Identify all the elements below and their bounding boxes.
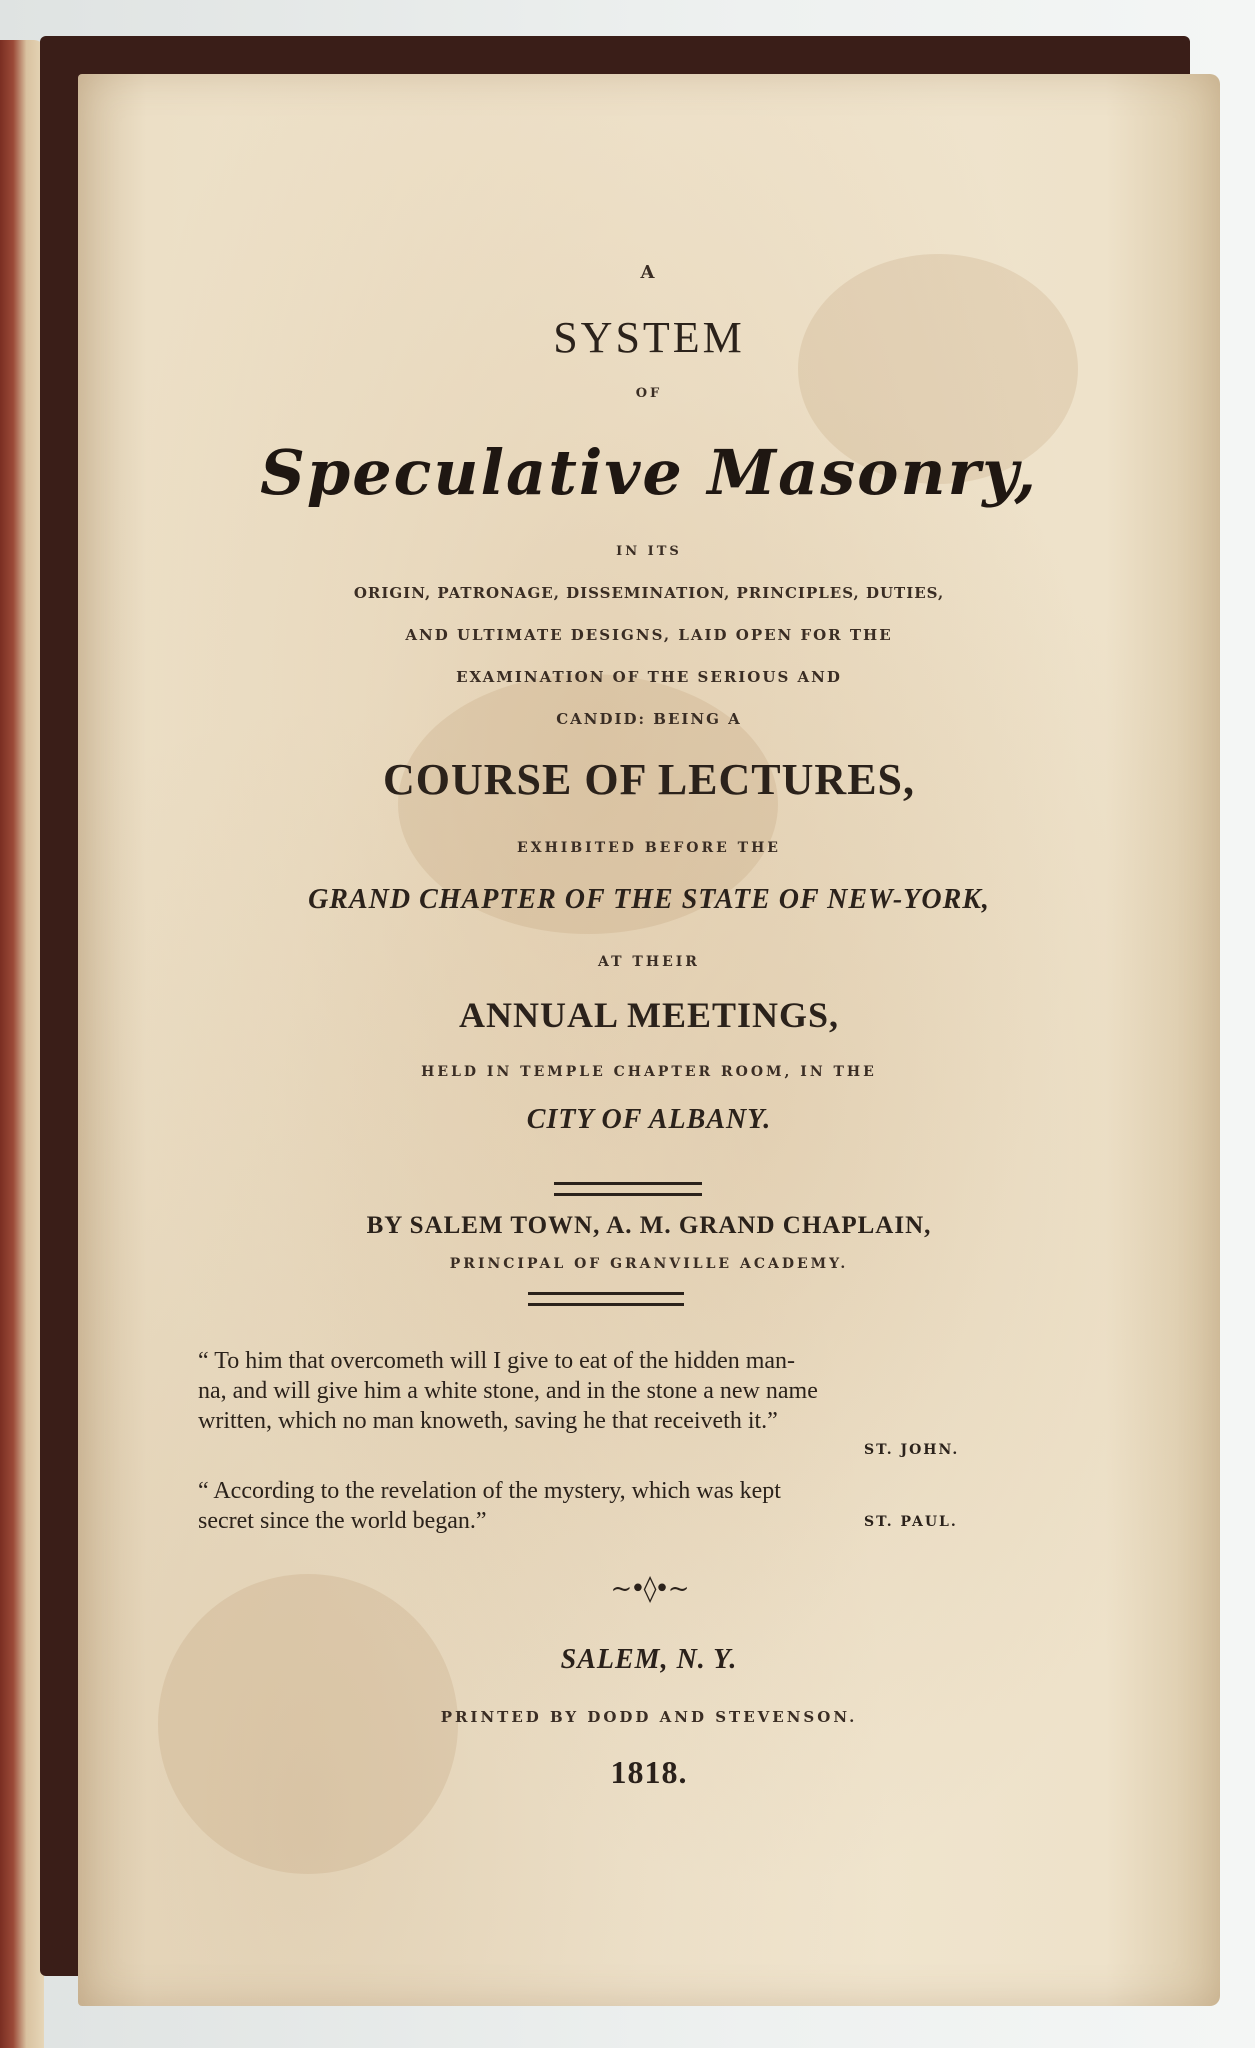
course-of-lectures: COURSE OF LECTURES, — [382, 755, 916, 804]
quote-line: “ According to the revelation of the mystery, which was kept — [198, 1478, 781, 1504]
grand-chapter-line: GRAND CHAPTER OF THE STATE OF NEW-YORK, — [308, 884, 990, 915]
publication-year: 1818. — [610, 1754, 688, 1790]
printer-line: PRINTED BY DODD AND STEVENSON. — [440, 1708, 858, 1726]
imprint-city: SALEM, N. Y. — [560, 1644, 738, 1675]
annual-meetings: ANNUAL MEETINGS, — [458, 995, 840, 1035]
author-line: BY SALEM TOWN, A. M. GRAND CHAPLAIN, — [366, 1212, 932, 1239]
quote-st-john — [198, 1346, 1058, 1436]
subtitle-line-3: EXAMINATION OF THE SERIOUS AND — [456, 668, 842, 686]
quote-line: “ To him that overcometh will I give to eat of the hidden man- — [198, 1348, 796, 1374]
double-rule-bottom — [528, 1292, 684, 1306]
subtitle-line-2: AND ULTIMATE DESIGNS, LAID OPEN FOR THE — [405, 626, 893, 644]
title-system: SYSTEM — [553, 313, 745, 362]
title-of: OF — [635, 386, 663, 401]
author-role: PRINCIPAL OF GRANVILLE ACADEMY. — [449, 1256, 849, 1272]
book-cover — [40, 36, 1190, 1976]
title-in-its: IN ITS — [616, 544, 682, 559]
quote-line: written, which no man knoweth, saving he that receiveth it.” — [198, 1408, 778, 1434]
held-in-temple: HELD IN TEMPLE CHAPTER ROOM, IN THE — [421, 1064, 877, 1080]
main-title: Speculative Masonry, — [260, 436, 1038, 509]
subtitle-line-4: CANDID: BEING A — [556, 710, 742, 728]
ornament-divider: ~•◊•~ — [610, 1574, 688, 1604]
city-of-albany: CITY OF ALBANY. — [526, 1104, 772, 1135]
quote-attribution-st-john: ST. JOHN. — [864, 1442, 960, 1458]
subtitle-line-1: ORIGIN, PATRONAGE, DISSEMINATION, PRINCIPLES, DUTIES, — [353, 584, 945, 602]
title-article: A — [640, 262, 658, 283]
quote-attribution-st-paul: ST. PAUL. — [864, 1514, 958, 1530]
at-their: AT THEIR — [598, 954, 700, 970]
exhibited-before: EXHIBITED BEFORE THE — [517, 840, 781, 856]
quote-line: na, and will give him a white stone, and in the stone a new name — [198, 1378, 818, 1404]
book-binding-edge — [0, 40, 44, 2048]
title-page — [78, 74, 1220, 2006]
quote-line: secret since the world began.” — [198, 1508, 487, 1534]
double-rule-top — [554, 1182, 702, 1196]
